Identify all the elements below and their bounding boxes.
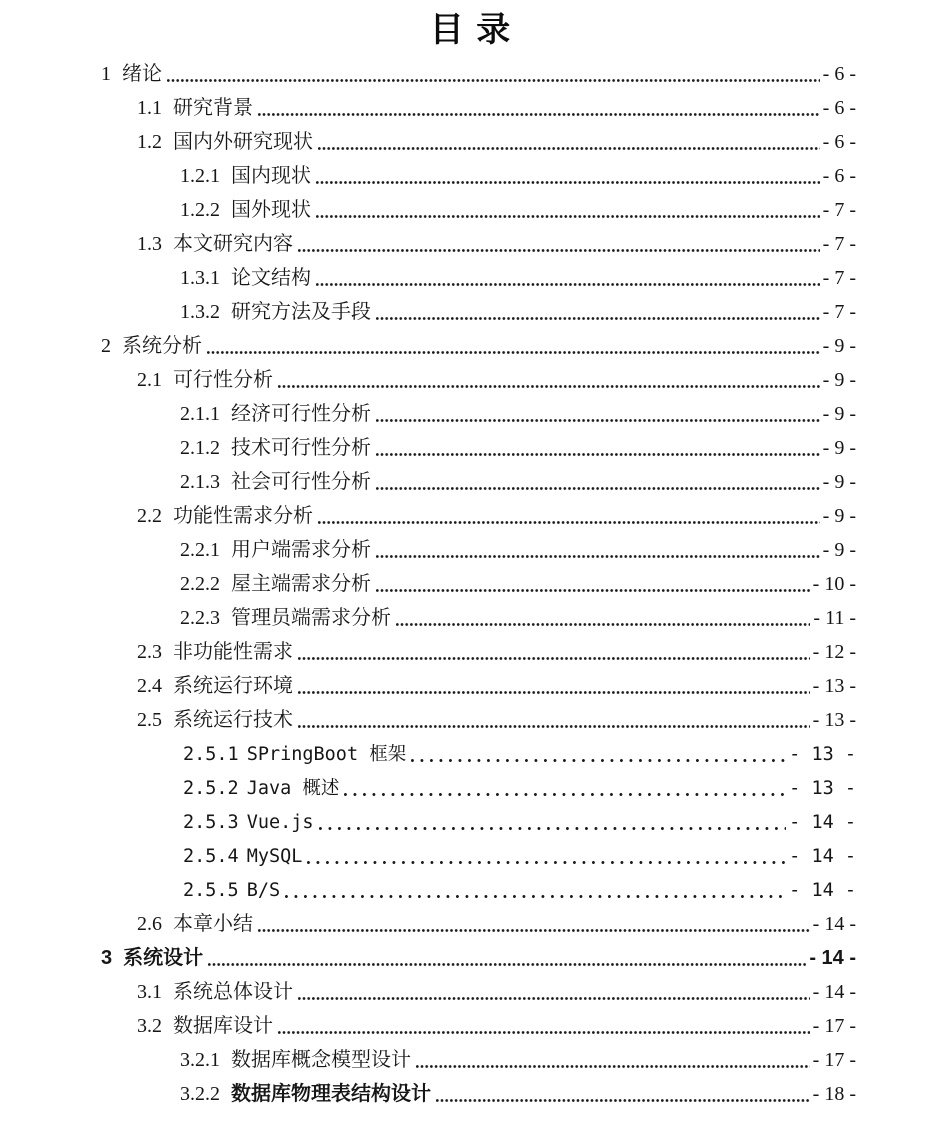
toc-entry[interactable] [101,837,856,871]
toc-entry[interactable] [101,463,856,497]
toc-entry-page: - 10 - [812,573,856,595]
toc-entry-number: 1 [101,63,111,85]
toc-entry[interactable] [101,259,856,293]
toc-entry-page: - 18 - [812,1083,856,1105]
dot-leader [344,791,786,798]
toc-entry-page: - 6 - [822,63,856,85]
toc-entry-label: 系统运行技术 [173,709,293,731]
dot-leader [298,995,810,1002]
toc-entry-page: - 13 - [789,777,856,799]
toc-entry-page: - 9 - [822,505,856,527]
dot-leader [298,247,820,254]
dot-leader [318,145,820,152]
toc-entry-number: 2.1.1 [180,403,220,425]
toc-entry-page: - 7 - [822,301,856,323]
toc-entry-number: 3.1 [137,981,162,1003]
toc-entry-label: 数据库概念模型设计 [231,1049,411,1071]
dot-leader [278,1029,810,1036]
toc-entry-number: 2.4 [137,675,162,697]
toc-entry-number: 1.3.1 [180,267,220,289]
toc-entry[interactable] [101,89,856,123]
toc-entry-label: SPringBoot 框架 [246,743,407,765]
toc-entry-page: - 14 - [789,811,856,833]
toc-entry-number: 2.5.4 [183,845,239,867]
toc-entry-page: - 17 - [812,1015,856,1037]
toc-entry-page: - 7 - [822,233,856,255]
dot-leader [258,927,810,934]
toc-entry-number: 2.3 [137,641,162,663]
toc-entry-number: 3.2.2 [180,1083,220,1105]
toc-entry[interactable] [101,327,856,361]
toc-entry-label: 研究背景 [173,97,253,119]
toc-entry-label: 国内现状 [231,165,311,187]
toc-entry-page: - 9 - [822,403,856,425]
toc-entry[interactable] [101,1075,856,1109]
toc-entry[interactable] [101,803,856,837]
toc-entry-number: 2.2.3 [180,607,220,629]
toc-entry-label: 非功能性需求 [173,641,293,663]
toc-entry[interactable] [101,497,856,531]
toc-entry[interactable] [101,939,856,973]
dot-leader [416,1063,810,1070]
toc-entry-label: MySQL [246,845,303,867]
toc-entry-number: 2 [101,335,111,357]
toc-entry-label: B/S [246,879,281,901]
toc-entry-number: 3.2 [137,1015,162,1037]
toc-entry-label: 国外现状 [231,199,311,221]
toc-entry[interactable] [101,565,856,599]
dot-leader [376,587,810,594]
toc-entry[interactable] [101,55,856,89]
dot-leader [376,485,820,492]
toc-entry-page: - 9 - [822,369,856,391]
toc-entry[interactable] [101,667,856,701]
dot-leader [318,519,820,526]
dot-leader [376,315,820,322]
toc-entry-page: - 14 - [809,947,856,969]
toc-entry-page: - 14 - [812,913,856,935]
toc-entry-label: 本章小结 [173,913,253,935]
toc-entry-number: 1.1 [137,97,162,119]
dot-leader [376,553,820,560]
toc-entry-label: 系统设计 [123,947,204,969]
dot-leader [285,893,786,900]
toc-entry[interactable] [101,395,856,429]
dot-leader [298,689,810,696]
toc-entry-page: - 17 - [812,1049,856,1071]
toc-entry-label: 社会可行性分析 [231,471,371,493]
toc-entry[interactable] [101,293,856,327]
toc-entry-label: 用户端需求分析 [231,539,371,561]
toc-entry-page: - 14 - [789,845,856,867]
toc-entry-page: - 6 - [822,165,856,187]
toc-entry-number: 2.1 [137,369,162,391]
toc-entry-number: 2.1.2 [180,437,220,459]
toc-entry[interactable] [101,157,856,191]
toc-entry-page: - 6 - [822,131,856,153]
dot-leader [298,723,810,730]
toc-entry-page: - 14 - [812,981,856,1003]
toc-entry-page: - 9 - [822,437,856,459]
toc-entry-page: - 13 - [812,709,856,731]
dot-leader [396,621,810,628]
dot-leader [298,655,810,662]
toc-entry-label: 技术可行性分析 [231,437,371,459]
toc-entry-number: 3.2.1 [180,1049,220,1071]
toc-entry-label: 系统运行环境 [173,675,293,697]
toc-entry-number: 2.2.2 [180,573,220,595]
dot-leader [258,111,820,118]
toc-entry[interactable] [101,225,856,259]
toc-entry-label: 系统总体设计 [173,981,293,1003]
dot-leader [278,383,820,390]
toc-entry[interactable] [101,1041,856,1075]
toc-entry-label: 功能性需求分析 [173,505,313,527]
toc-entry[interactable] [101,361,856,395]
toc-entry[interactable] [101,599,856,633]
toc-entry-number: 2.6 [137,913,162,935]
toc-entry-label: 数据库设计 [173,1015,273,1037]
toc-entry-number: 2.5.3 [183,811,239,833]
toc-entry[interactable] [101,191,856,225]
toc-entry-label: 本文研究内容 [173,233,293,255]
dot-leader [411,757,786,764]
toc-entry-label: 屋主端需求分析 [231,573,371,595]
toc-entry[interactable] [101,769,856,803]
toc-entry-label: 可行性分析 [173,369,273,391]
toc-entry-label: 绪论 [122,63,162,85]
toc-entry[interactable] [101,1007,856,1041]
dot-leader [316,179,820,186]
toc-entry-number: 2.5.2 [183,777,239,799]
toc-entry-label: 管理员端需求分析 [231,607,391,629]
dot-leader [436,1097,810,1104]
toc-entry-number: 2.2.1 [180,539,220,561]
toc-entry-page: - 13 - [812,675,856,697]
toc-entry-label: 经济可行性分析 [231,403,371,425]
toc-entry-number: 2.5 [137,709,162,731]
dot-leader [319,825,787,832]
toc-entry[interactable] [101,123,856,157]
toc-entry-number: 2.2 [137,505,162,527]
toc-entry-number: 1.2.2 [180,199,220,221]
toc-entry-number: 1.3.2 [180,301,220,323]
toc-entry-number: 1.2.1 [180,165,220,187]
toc-entry-page: - 12 - [812,641,856,663]
dot-leader [307,859,786,866]
toc-entry-page: - 9 - [822,471,856,493]
toc-entry-number: 2.5.1 [183,743,239,765]
toc-entry[interactable] [101,735,856,769]
toc-entry[interactable] [101,701,856,735]
toc-entry-number: 2.5.5 [183,879,239,901]
page-title: 目 录 [429,12,513,49]
toc-entry-label: 论文结构 [231,267,311,289]
dot-leader [376,451,820,458]
toc-entry-page: - 11 - [813,607,856,629]
toc-entry-label: Java 概述 [246,777,340,799]
toc-entry-label: 系统分析 [122,335,202,357]
toc-entry[interactable] [101,633,856,667]
dot-leader [167,77,820,84]
toc-entry-number: 1.2 [137,131,162,153]
toc-entry-page: - 7 - [822,267,856,289]
dot-leader [316,213,820,220]
dot-leader [208,961,806,968]
table-of-contents [101,55,856,1109]
toc-entry-page: - 14 - [789,879,856,901]
toc-entry[interactable] [101,531,856,565]
dot-leader [376,417,820,424]
toc-entry-page: - 9 - [822,335,856,357]
toc-entry-page: - 7 - [822,199,856,221]
toc-entry-page: - 13 - [789,743,856,765]
dot-leader [316,281,820,288]
toc-entry-page: - 6 - [822,97,856,119]
toc-entry-number: 3 [101,947,113,969]
toc-entry-label: 研究方法及手段 [231,301,371,323]
toc-entry[interactable] [101,871,856,905]
toc-entry-label: 数据库物理表结构设计 [231,1083,431,1105]
toc-entry[interactable] [101,973,856,1007]
dot-leader [207,349,820,356]
toc-entry-label: Vue.js [246,811,314,833]
toc-entry-number: 1.3 [137,233,162,255]
toc-entry-number: 2.1.3 [180,471,220,493]
toc-entry-page: - 9 - [822,539,856,561]
toc-entry-label: 国内外研究现状 [173,131,313,153]
toc-entry[interactable] [101,905,856,939]
toc-entry[interactable] [101,429,856,463]
